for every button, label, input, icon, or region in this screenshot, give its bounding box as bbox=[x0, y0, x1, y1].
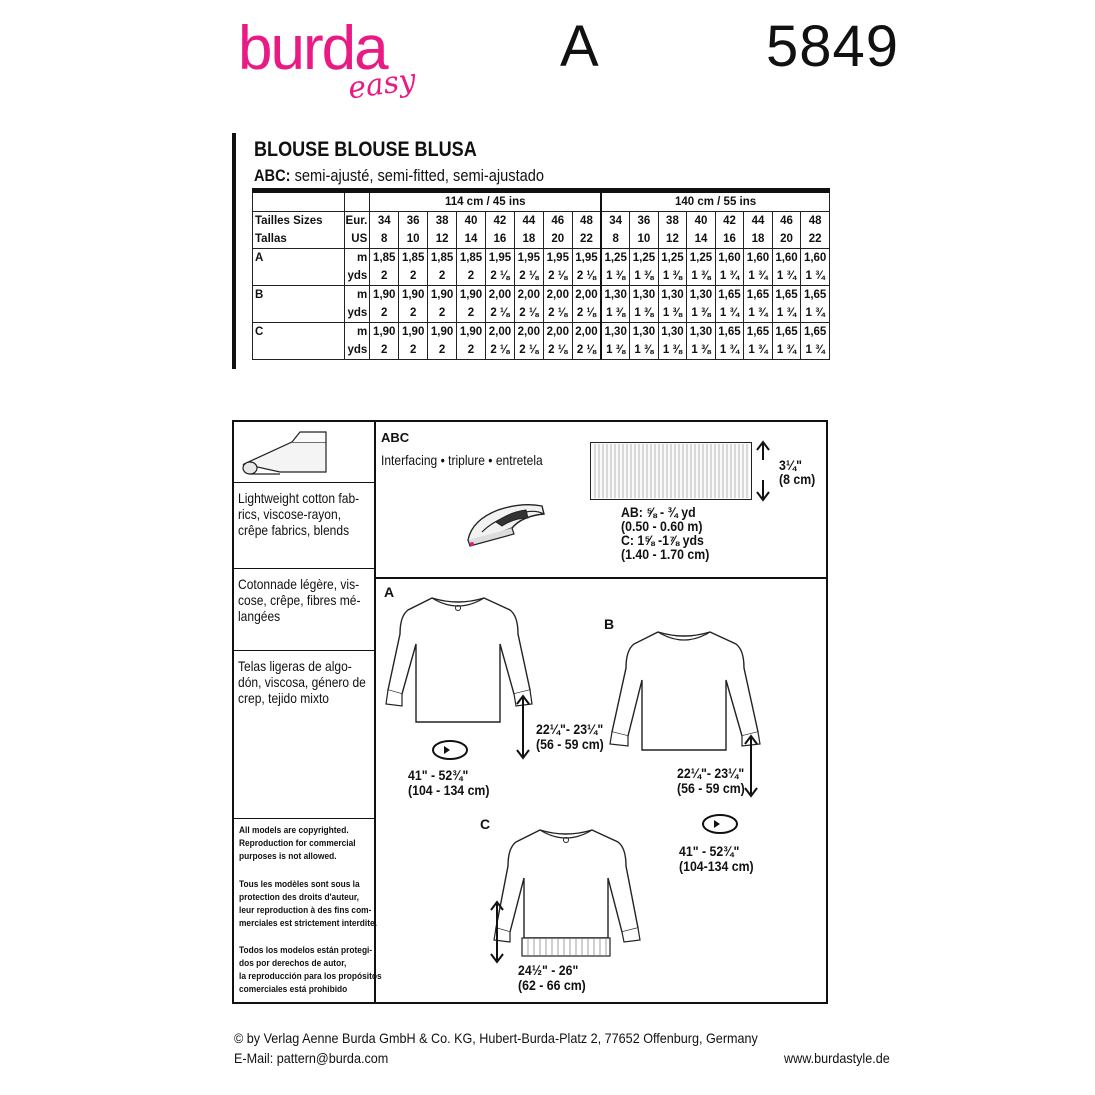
view-a-bust-cm: (104 - 134 cm) bbox=[408, 782, 490, 798]
eur-size-cell: 46 bbox=[772, 212, 801, 231]
eur-size-cell: 38 bbox=[428, 212, 457, 231]
us-label: US bbox=[345, 230, 370, 249]
unit-label: m bbox=[345, 323, 370, 342]
meters-cell: 1,65 bbox=[772, 286, 801, 305]
interfacing-width-arrow bbox=[756, 440, 770, 502]
us-size-cell: 18 bbox=[514, 230, 543, 249]
eur-label: Eur. bbox=[345, 212, 370, 231]
meters-cell: 1,65 bbox=[772, 323, 801, 342]
meters-cell: 1,60 bbox=[744, 249, 773, 268]
interfacing-views: ABC bbox=[381, 430, 410, 445]
view-b-length-in: 22¼"- 23¼" bbox=[677, 765, 745, 781]
unit-label: m bbox=[345, 249, 370, 268]
unit-label: yds bbox=[345, 267, 370, 286]
garment-title: BLOUSE BLOUSE BLUSA bbox=[254, 138, 477, 161]
yards-cell: 2 ⅛ bbox=[514, 267, 543, 286]
view-b-bust-in: 41" - 52¾" bbox=[679, 843, 740, 859]
meters-cell: 1,25 bbox=[687, 249, 716, 268]
view-row-label: C bbox=[253, 323, 345, 342]
interfacing-width-in: 3¼" bbox=[779, 457, 802, 473]
interfacing-c-yd: C: 1⅝ -1⅞ yds bbox=[621, 532, 704, 548]
eur-size-cell: 42 bbox=[485, 212, 514, 231]
yards-cell: 1 ¾ bbox=[715, 341, 744, 360]
us-size-cell: 20 bbox=[543, 230, 572, 249]
us-size-cell: 8 bbox=[601, 230, 630, 249]
us-size-cell: 14 bbox=[687, 230, 716, 249]
meters-cell: 1,90 bbox=[428, 286, 457, 305]
yards-cell: 1 ¾ bbox=[744, 341, 773, 360]
meters-cell: 1,85 bbox=[370, 249, 399, 268]
eur-size-cell: 38 bbox=[658, 212, 687, 231]
yards-cell: 2 ⅛ bbox=[572, 341, 601, 360]
meters-cell: 1,30 bbox=[630, 286, 659, 305]
us-size-cell: 10 bbox=[630, 230, 659, 249]
fabric-text-en: Lightweight cotton fab- rics, viscose-rayon, crêpe fabrics, blends bbox=[238, 490, 360, 538]
view-row-label-empty bbox=[253, 304, 345, 323]
yards-cell: 1 ¾ bbox=[801, 304, 830, 323]
us-size-cell: 16 bbox=[715, 230, 744, 249]
left-divider bbox=[232, 818, 376, 819]
fabric-width-114: 114 cm / 45 ins bbox=[370, 191, 601, 212]
interfacing-width-cm: (8 cm) bbox=[779, 471, 816, 487]
yards-cell: 2 ⅛ bbox=[485, 304, 514, 323]
meters-cell: 2,00 bbox=[572, 323, 601, 342]
eur-size-cell: 44 bbox=[744, 212, 773, 231]
yards-cell: 2 ⅛ bbox=[543, 341, 572, 360]
view-c-blouse-drawing bbox=[492, 826, 642, 960]
meters-cell: 1,60 bbox=[772, 249, 801, 268]
meters-cell: 1,95 bbox=[572, 249, 601, 268]
eur-size-cell: 42 bbox=[715, 212, 744, 231]
copyright-es: Todos los modelos están protegi- dos por derechos de autor, la reproducción para los propósitos comerciales está prohibido bbox=[239, 945, 382, 995]
meters-cell: 1,95 bbox=[485, 249, 514, 268]
meters-cell: 1,30 bbox=[601, 286, 630, 305]
yards-cell: 1 ⅜ bbox=[601, 304, 630, 323]
fabric-width-140: 140 cm / 55 ins bbox=[601, 191, 829, 212]
meters-cell: 1,65 bbox=[715, 286, 744, 305]
yards-cell: 1 ⅜ bbox=[687, 304, 716, 323]
yards-cell: 2 bbox=[428, 304, 457, 323]
meters-cell: 1,30 bbox=[630, 323, 659, 342]
yards-cell: 2 ⅛ bbox=[514, 304, 543, 323]
meters-cell: 1,30 bbox=[658, 323, 687, 342]
yards-cell: 2 bbox=[428, 341, 457, 360]
eur-size-cell: 40 bbox=[687, 212, 716, 231]
yards-cell: 2 ⅛ bbox=[514, 341, 543, 360]
meters-cell: 2,00 bbox=[543, 286, 572, 305]
meters-cell: 1,90 bbox=[399, 323, 428, 342]
view-row-label-empty bbox=[253, 267, 345, 286]
yards-cell: 1 ¾ bbox=[715, 267, 744, 286]
meters-cell: 2,00 bbox=[485, 286, 514, 305]
size-yardage-table bbox=[252, 188, 830, 360]
us-size-cell: 22 bbox=[801, 230, 830, 249]
eur-size-cell: 34 bbox=[601, 212, 630, 231]
yards-cell: 2 bbox=[457, 267, 486, 286]
yards-cell: 2 ⅛ bbox=[485, 341, 514, 360]
copyright-en: All models are copyrighted. Reproduction for commercial purposes is not allowed. bbox=[239, 825, 356, 862]
yardage-row-yds bbox=[253, 341, 830, 360]
view-c-label: C bbox=[480, 816, 491, 832]
yardage-row-yds bbox=[253, 267, 830, 286]
yards-cell: 1 ⅜ bbox=[687, 341, 716, 360]
interfacing-ab-m: (0.50 - 0.60 m) bbox=[621, 518, 703, 534]
yards-cell: 2 bbox=[399, 304, 428, 323]
sizes-label-es: Tallas bbox=[253, 230, 345, 249]
meters-cell: 1,90 bbox=[399, 286, 428, 305]
yards-cell: 1 ⅜ bbox=[658, 304, 687, 323]
view-row-label-empty bbox=[253, 341, 345, 360]
meters-cell: 2,00 bbox=[514, 286, 543, 305]
yards-cell: 1 ⅜ bbox=[658, 341, 687, 360]
yards-cell: 2 bbox=[428, 267, 457, 286]
yards-cell: 1 ⅜ bbox=[687, 267, 716, 286]
yards-cell: 1 ¾ bbox=[744, 304, 773, 323]
meters-cell: 2,00 bbox=[514, 323, 543, 342]
left-divider bbox=[232, 482, 376, 483]
meters-cell: 1,85 bbox=[399, 249, 428, 268]
yards-cell: 2 bbox=[370, 304, 399, 323]
yards-cell: 1 ¾ bbox=[801, 341, 830, 360]
us-size-cell: 14 bbox=[457, 230, 486, 249]
meters-cell: 1,25 bbox=[630, 249, 659, 268]
yards-cell: 2 bbox=[370, 341, 399, 360]
easy-logo: easy bbox=[345, 62, 419, 107]
eur-size-cell: 34 bbox=[370, 212, 399, 231]
title-bar bbox=[232, 133, 236, 369]
meters-cell: 1,25 bbox=[658, 249, 687, 268]
yards-cell: 1 ⅜ bbox=[601, 341, 630, 360]
view-b-bust-icon bbox=[700, 812, 740, 836]
unit-label: m bbox=[345, 286, 370, 305]
eur-size-cell: 36 bbox=[399, 212, 428, 231]
interfacing-ab-yd: AB: ⅝ - ¾ yd bbox=[621, 504, 696, 520]
meters-cell: 1,60 bbox=[715, 249, 744, 268]
interfacing-label: Interfacing • triplure • entretela bbox=[381, 452, 543, 468]
meters-cell: 1,90 bbox=[370, 286, 399, 305]
view-b-blouse-drawing bbox=[608, 628, 762, 754]
eur-size-cell: 46 bbox=[543, 212, 572, 231]
view-row-label: A bbox=[253, 249, 345, 268]
fabric-bolt-icon bbox=[240, 428, 330, 478]
us-size-cell: 10 bbox=[399, 230, 428, 249]
meters-cell: 1,25 bbox=[601, 249, 630, 268]
view-a-length-cm: (56 - 59 cm) bbox=[536, 736, 604, 752]
view-b-length-arrow bbox=[744, 734, 758, 798]
us-size-cell: 16 bbox=[485, 230, 514, 249]
yards-cell: 1 ⅜ bbox=[601, 267, 630, 286]
contact-email[interactable]: E-Mail: pattern@burda.com bbox=[234, 1050, 389, 1066]
meters-cell: 2,00 bbox=[485, 323, 514, 342]
yards-cell: 2 ⅛ bbox=[485, 267, 514, 286]
yards-cell: 1 ⅜ bbox=[630, 341, 659, 360]
us-size-cell: 18 bbox=[744, 230, 773, 249]
yards-cell: 1 ⅜ bbox=[658, 267, 687, 286]
yardage-row-m bbox=[253, 323, 830, 342]
yards-cell: 1 ⅜ bbox=[630, 304, 659, 323]
meters-cell: 1,30 bbox=[658, 286, 687, 305]
meters-cell: 1,65 bbox=[801, 323, 830, 342]
eur-size-cell: 40 bbox=[457, 212, 486, 231]
meters-cell: 1,90 bbox=[370, 323, 399, 342]
view-b-label: B bbox=[604, 616, 615, 632]
pattern-number: 5849 bbox=[766, 14, 900, 79]
fit-description: ABC: semi-ajusté, semi-fitted, semi-ajustado bbox=[254, 166, 545, 185]
meters-cell: 1,90 bbox=[457, 286, 486, 305]
interfacing-swatch bbox=[590, 442, 752, 500]
meters-cell: 2,00 bbox=[572, 286, 601, 305]
view-a-bust-in: 41" - 52¾" bbox=[408, 767, 469, 783]
yards-cell: 2 ⅛ bbox=[543, 267, 572, 286]
meters-cell: 1,95 bbox=[543, 249, 572, 268]
view-a-label: A bbox=[384, 584, 395, 600]
left-divider bbox=[232, 650, 376, 651]
yards-cell: 1 ⅜ bbox=[630, 267, 659, 286]
view-row-label: B bbox=[253, 286, 345, 305]
meters-cell: 1,30 bbox=[687, 323, 716, 342]
us-size-cell: 12 bbox=[428, 230, 457, 249]
meters-cell: 1,60 bbox=[801, 249, 830, 268]
yards-cell: 2 bbox=[399, 267, 428, 286]
view-c-length-in: 24½" - 26" bbox=[518, 962, 579, 978]
copyright-fr: Tous les modèles sont sous la protection des droits d'auteur, leur reproduction à des fins com- merciales est strictement interdite. bbox=[239, 879, 378, 929]
fabric-text-es: Telas ligeras de algo- dón, viscosa, género de crep, tejido mixto bbox=[238, 658, 366, 706]
meters-cell: 1,85 bbox=[428, 249, 457, 268]
view-a-blouse-drawing bbox=[384, 594, 534, 726]
yards-cell: 2 bbox=[457, 304, 486, 323]
yards-cell: 2 bbox=[399, 341, 428, 360]
interfacing-c-m: (1.40 - 1.70 cm) bbox=[621, 546, 710, 562]
meters-cell: 1,30 bbox=[687, 286, 716, 305]
burda-logo: burda bbox=[238, 14, 387, 83]
iron-icon bbox=[462, 494, 552, 552]
yards-cell: 1 ¾ bbox=[772, 304, 801, 323]
panel-divider-horizontal bbox=[374, 577, 828, 579]
meters-cell: 2,00 bbox=[543, 323, 572, 342]
yards-cell: 1 ¾ bbox=[772, 267, 801, 286]
view-b-length-cm: (56 - 59 cm) bbox=[677, 780, 745, 796]
view-c-length-cm: (62 - 66 cm) bbox=[518, 977, 586, 993]
meters-cell: 1,90 bbox=[428, 323, 457, 342]
eur-size-cell: 44 bbox=[514, 212, 543, 231]
meters-cell: 1,65 bbox=[744, 323, 773, 342]
yards-cell: 1 ¾ bbox=[772, 341, 801, 360]
meters-cell: 1,85 bbox=[457, 249, 486, 268]
meters-cell: 1,65 bbox=[715, 323, 744, 342]
publisher-address: © by Verlag Aenne Burda GmbH & Co. KG, Hubert-Burda-Platz 2, 77652 Offenburg, Germany bbox=[234, 1030, 758, 1046]
view-a-length-arrow bbox=[516, 694, 530, 760]
view-letter: A bbox=[560, 14, 599, 79]
yards-cell: 2 bbox=[457, 341, 486, 360]
yardage-row-yds bbox=[253, 304, 830, 323]
yardage-row-m bbox=[253, 286, 830, 305]
yards-cell: 2 ⅛ bbox=[572, 267, 601, 286]
left-divider bbox=[232, 568, 376, 569]
eur-size-cell: 48 bbox=[572, 212, 601, 231]
view-b-bust-cm: (104-134 cm) bbox=[679, 858, 754, 874]
yards-cell: 1 ¾ bbox=[715, 304, 744, 323]
view-c-length-arrow bbox=[490, 900, 504, 964]
yards-cell: 2 bbox=[370, 267, 399, 286]
view-a-bust-icon bbox=[430, 738, 470, 762]
meters-cell: 1,90 bbox=[457, 323, 486, 342]
unit-label: yds bbox=[345, 341, 370, 360]
meters-cell: 1,30 bbox=[601, 323, 630, 342]
yards-cell: 1 ¾ bbox=[744, 267, 773, 286]
us-size-cell: 12 bbox=[658, 230, 687, 249]
yards-cell: 2 ⅛ bbox=[543, 304, 572, 323]
fabric-text-fr: Cotonnade légère, vis- cose, crêpe, fibres mé- langées bbox=[238, 576, 361, 624]
yards-cell: 1 ¾ bbox=[801, 267, 830, 286]
unit-label: yds bbox=[345, 304, 370, 323]
sizes-label: Tailles Sizes bbox=[253, 212, 345, 231]
us-size-cell: 22 bbox=[572, 230, 601, 249]
yards-cell: 2 ⅛ bbox=[572, 304, 601, 323]
meters-cell: 1,65 bbox=[744, 286, 773, 305]
us-size-cell: 8 bbox=[370, 230, 399, 249]
eur-size-cell: 36 bbox=[630, 212, 659, 231]
us-size-cell: 20 bbox=[772, 230, 801, 249]
meters-cell: 1,95 bbox=[514, 249, 543, 268]
view-a-length-in: 22¼"- 23¼" bbox=[536, 721, 604, 737]
yardage-row-m bbox=[253, 249, 830, 268]
eur-size-cell: 48 bbox=[801, 212, 830, 231]
meters-cell: 1,65 bbox=[801, 286, 830, 305]
website-link[interactable]: www.burdastyle.de bbox=[784, 1050, 890, 1066]
